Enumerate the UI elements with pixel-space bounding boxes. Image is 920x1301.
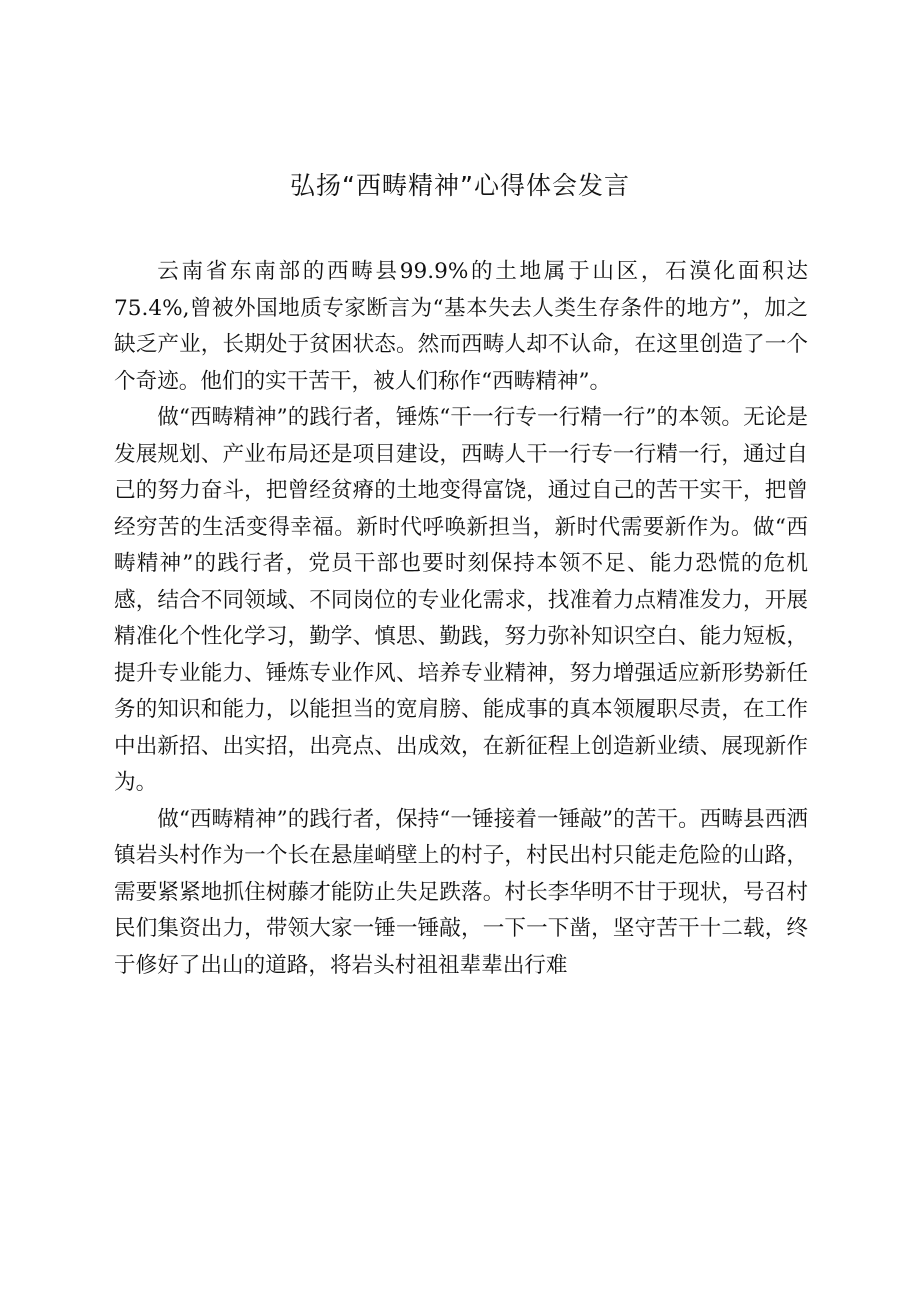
paragraph-1: 云南省东南部的西畴县99.9%的土地属于山区，石漠化面积达75.4%,曾被外国地质专家断言为“基本失去人类生存条件的地方”，加之缺乏产业，长期处于贫困状态。然而西畴人却不认命，在这里创造了一个个奇迹。他们的实干苦干，被人们称作“西畴精神”。 xyxy=(114,259,808,394)
document-title: 弘扬“西畴精神”心得体会发言 xyxy=(290,171,630,200)
paragraph-3: 做“西畴精神”的践行者，保持“一锤接着一锤敲”的苦干。西畴县西洒镇岩头村作为一个长在悬崖峭壁上的村子，村民出村只能走危险的山路，需要紧紧地抓住树藤才能防止失足跌落。村长李华明不甘于现状，号召村民们集资出力，带领大家一锤一锤敲，一下一下凿，坚守苦干十二载，终于修好了出山的道路，将岩头村祖祖辈辈出行难 xyxy=(114,806,808,978)
document-body xyxy=(114,254,808,984)
paragraph-2: 做“西畴精神”的践行者，锤炼“干一行专一行精一行”的本领。无论是发展规划、产业布局还是项目建设，西畴人干一行专一行精一行，通过自己的努力奋斗，把曾经贫瘠的土地变得富饶，通过自己的苦干实干，把曾经穷苦的生活变得幸福。新时代呼唤新担当，新时代需要新作为。做“西畴精神”的践行者，党员干部也要时刻保持本领不足、能力恐慌的危机感，结合不同领域、不同岗位的专业化需求，找准着力点精准发力，开展精准化个性化学习，勤学、慎思、勤践，努力弥补知识空白、能力短板，提升专业能力、锤炼专业作风、培养专业精神，努力增强适应新形势新任务的知识和能力，以能担当的宽肩膀、能成事的真本领履职尽责，在工作中出新招、出实招，出亮点、出成效，在新征程上创造新业绩、展现新作为。 xyxy=(114,405,808,795)
